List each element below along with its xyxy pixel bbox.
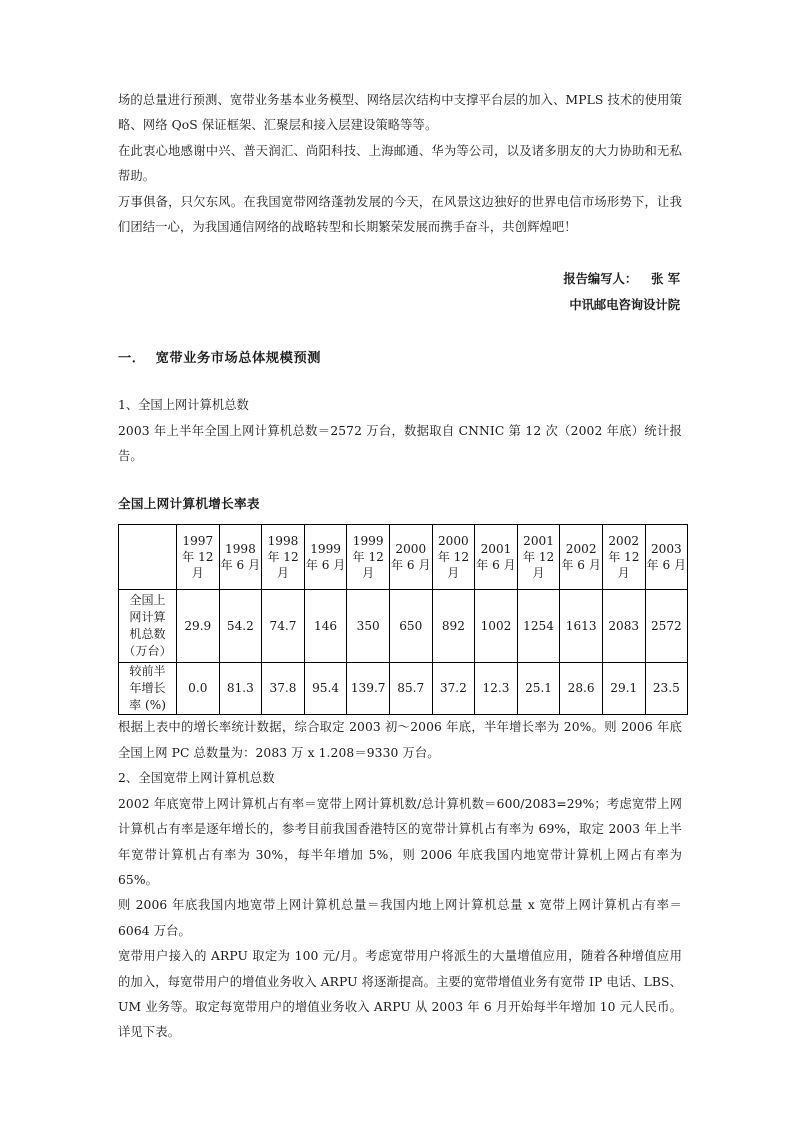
table-col-header: 1999 年 12 月: [347, 525, 390, 590]
section-heading: [118, 347, 682, 371]
table-col-header: 2000 年 6 月: [389, 525, 432, 590]
table-col-header: 1999 年 6 月: [304, 525, 347, 590]
table-col-header: 2003 年 6 月: [645, 525, 688, 590]
table-cell: 28.6: [560, 663, 603, 715]
page-content: [118, 88, 687, 1046]
table-cell: 74.7: [262, 590, 305, 663]
table-cell: 54.2: [219, 590, 262, 663]
table-cell: 25.1: [517, 663, 560, 715]
table-cell: 37.2: [432, 663, 475, 715]
intro-paragraph-2: 在此衷心地感谢中兴、普天润汇、尚阳科技、上海邮通、华为等公司，以及诸多朋友的大力协助和无私帮助。: [118, 143, 682, 184]
table-cell: 146: [304, 590, 347, 663]
table-cell: 23.5: [645, 663, 688, 715]
signature-author-line: [118, 266, 680, 291]
table-col-header: 2002 年 12 月: [602, 525, 645, 590]
table-head: [119, 525, 688, 590]
signature-organization: 中讯邮电咨询设计院: [569, 296, 680, 312]
table-caption: 全国上网计算机增长率表: [118, 496, 260, 512]
table-cell: 1613: [560, 590, 603, 663]
table-col-header: 2001 年 12 月: [517, 525, 560, 590]
table-header-row: [119, 525, 688, 590]
table-col-header: 2002 年 6 月: [560, 525, 603, 590]
signature-author-name: 张 军: [651, 271, 680, 287]
section-number: 一．: [118, 351, 146, 367]
intro-paragraph-3: 万事俱备，只欠东风。在我国宽带网络蓬勃发展的今天，在风景这边独好的世界电信市场形势下，让我们团结一心，为我国通信网络的战略转型和长期繁荣发展而携手奋斗，共创辉煌吧！: [118, 194, 682, 235]
after-table-paragraph: 根据上表中的增长率统计数据，综合取定 2003 初～2006 年底，半年增长率为 20%。则 2006 年底全国上网 PC 总数量为：2083 万 x 1.208＝9330 万台。: [118, 720, 682, 760]
subsection-2-paragraph-2: 则 2006 年底我国内地宽带上网计算机总量＝我国内地上网计算机总量 x 宽带上网计算机占有率＝6064 万台。: [118, 898, 682, 938]
table-cell: 1002: [475, 590, 518, 663]
signature-block: [118, 266, 682, 317]
subsection-2-paragraph-1: 2002 年底宽带上网计算机占有率＝宽带上网计算机数/总计算机数＝600/2083=29%；考虑宽带上网计算机占有率是逐年增长的，参考目前我国香港特区的宽带计算机占有率为 69%，取定 2003 年上半年宽带计算机占有率为 30%，每半年增加 5%，则 2006 年底我国内地宽带计算机上网占有率为 65%。: [118, 796, 682, 887]
table-col-header: 1997 年 12 月: [177, 525, 220, 590]
table-cell: 85.7: [389, 663, 432, 715]
table-col-header: 1998 年 12 月: [262, 525, 305, 590]
subsection-2-heading: 2、全国宽带上网计算机总数: [118, 771, 275, 786]
table-cell: 29.1: [602, 663, 645, 715]
table-row: [119, 663, 688, 715]
table-cell: 350: [347, 590, 390, 663]
table-body: [119, 590, 688, 715]
section-title: 宽带业务市场总体规模预测: [155, 351, 322, 367]
table-cell: 650: [389, 590, 432, 663]
table-cell: 37.8: [262, 663, 305, 715]
table-cell: 2083: [602, 590, 645, 663]
table-cell: 2572: [645, 590, 688, 663]
table-col-header: 2000 年 12 月: [432, 525, 475, 590]
table-col-header: 1998 年 6 月: [219, 525, 262, 590]
table-cell: 81.3: [219, 663, 262, 715]
table-cell: 139.7: [347, 663, 390, 715]
intro-paragraph-1: 场的总量进行预测、宽带业务基本业务模型、网络层次结构中支撑平台层的加入、MPLS 技术的使用策略、网络 QoS 保证框架、汇聚层和接入层建设策略等等。: [118, 93, 682, 133]
table-cell: 29.9: [177, 590, 220, 663]
table-cell: 1254: [517, 590, 560, 663]
table-row-header: 全国上 网计算 机总数 （万台）: [119, 590, 177, 663]
subsection-2-paragraph-3: 宽带用户接入的 ARPU 取定为 100 元/月。考虑宽带用户将派生的大量增值应用，随着各种增值应用的加入，每宽带用户的增值业务收入 ARPU 将逐渐提高。主要的宽带增值业务有宽带 IP 电话、LBS、UM 业务等。取定每宽带用户的增值业务收入 ARPU 从 2003 年 6 月开始每半年增加 10 元人民币。 详见下表。: [118, 949, 682, 1040]
table-row-header: 较前半 年增长 率 (%): [119, 663, 177, 715]
table-col-header: 2001 年 6 月: [475, 525, 518, 590]
table-cell: 0.0: [177, 663, 220, 715]
signature-author-label: 报告编写人：: [563, 271, 638, 287]
table-corner-cell: [119, 525, 177, 590]
table-cell: 12.3: [475, 663, 518, 715]
subsection-1-text: 2003 年上半年全国上网计算机总数＝2572 万台，数据取自 CNNIC 第 12 次（2002 年底）统计报告。: [118, 423, 682, 464]
growth-rate-table: [118, 524, 688, 715]
table-cell: 95.4: [304, 663, 347, 715]
table-cell: 892: [432, 590, 475, 663]
table-row: [119, 590, 688, 663]
subsection-1-heading: 1、全国上网计算机总数: [118, 398, 249, 413]
